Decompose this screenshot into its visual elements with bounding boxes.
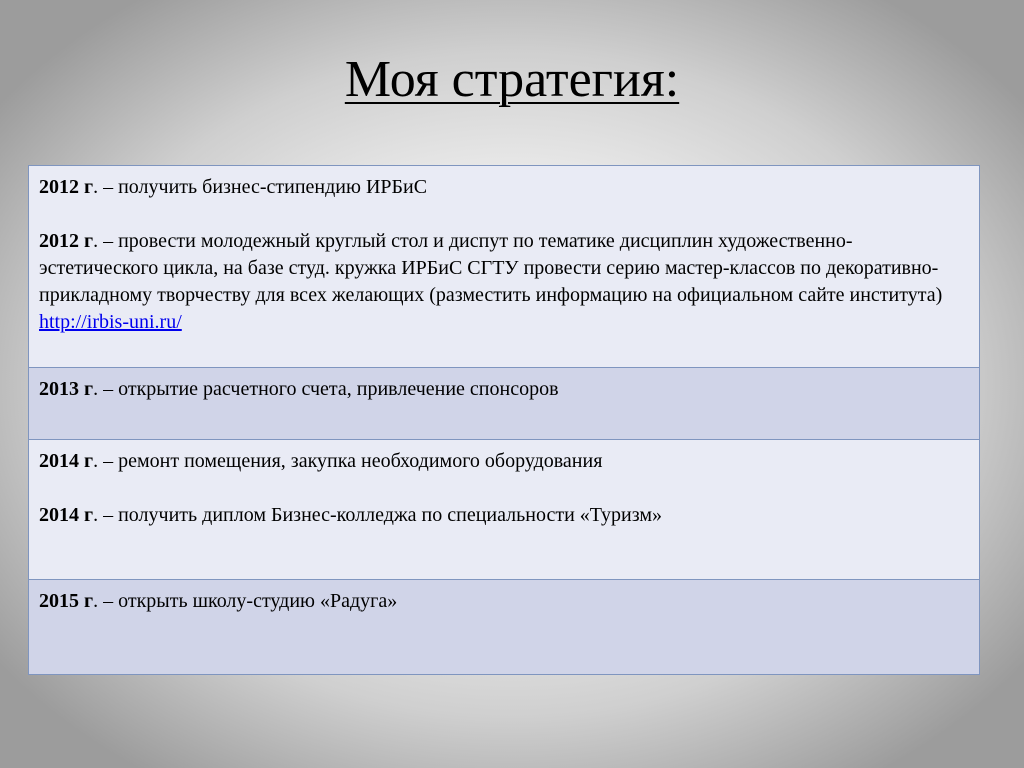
table-row-2012: [29, 166, 980, 368]
table-row-2014: [29, 440, 980, 580]
table-row-2013: [29, 368, 980, 440]
strategy-table: [28, 165, 980, 675]
table-cell-2015: [29, 580, 980, 675]
plan-text: . – провести молодежный круглый стол и диспут по тематике дисциплин художественно-эстетического цикла, на базе студ. кружка ИРБиС СГТУ провести серию мастер-классов по декоративно-прикладному творчеству для всех желающих (разместить информацию на официальном сайте института): [39, 230, 943, 306]
list-item: [39, 448, 969, 475]
list-item: [39, 228, 969, 336]
plan-text: . – открыть школу-студию «Радуга»: [93, 590, 398, 612]
list-item: [39, 502, 969, 529]
table-cell-2014: [29, 440, 980, 580]
year-label: 2014 г: [39, 504, 94, 526]
slide-title: [0, 46, 1024, 114]
slide-title-text: Моя стратегия:: [344, 51, 680, 108]
institute-website-link[interactable]: http://irbis-uni.ru/: [39, 311, 182, 333]
plan-text: . – ремонт помещения, закупка необходимого оборудования: [93, 450, 603, 472]
list-item: [39, 588, 969, 615]
plan-text: . – получить диплом Бизнес-колледжа по специальности «Туризм»: [93, 504, 662, 526]
list-item: [39, 174, 969, 201]
plan-text: . – получить бизнес-стипендию ИРБиС: [93, 176, 428, 198]
table-row-2015: [29, 580, 980, 675]
plan-text: . – открытие расчетного счета, привлечение спонсоров: [93, 378, 559, 400]
year-label: 2014 г: [39, 450, 94, 472]
year-label: 2013 г: [39, 378, 94, 400]
year-label: 2015 г: [39, 590, 94, 612]
year-label: 2012 г: [39, 230, 94, 252]
table-cell-2013: [29, 368, 980, 440]
table-cell-2012: [29, 166, 980, 368]
list-item: [39, 376, 969, 403]
year-label: 2012 г: [39, 176, 94, 198]
